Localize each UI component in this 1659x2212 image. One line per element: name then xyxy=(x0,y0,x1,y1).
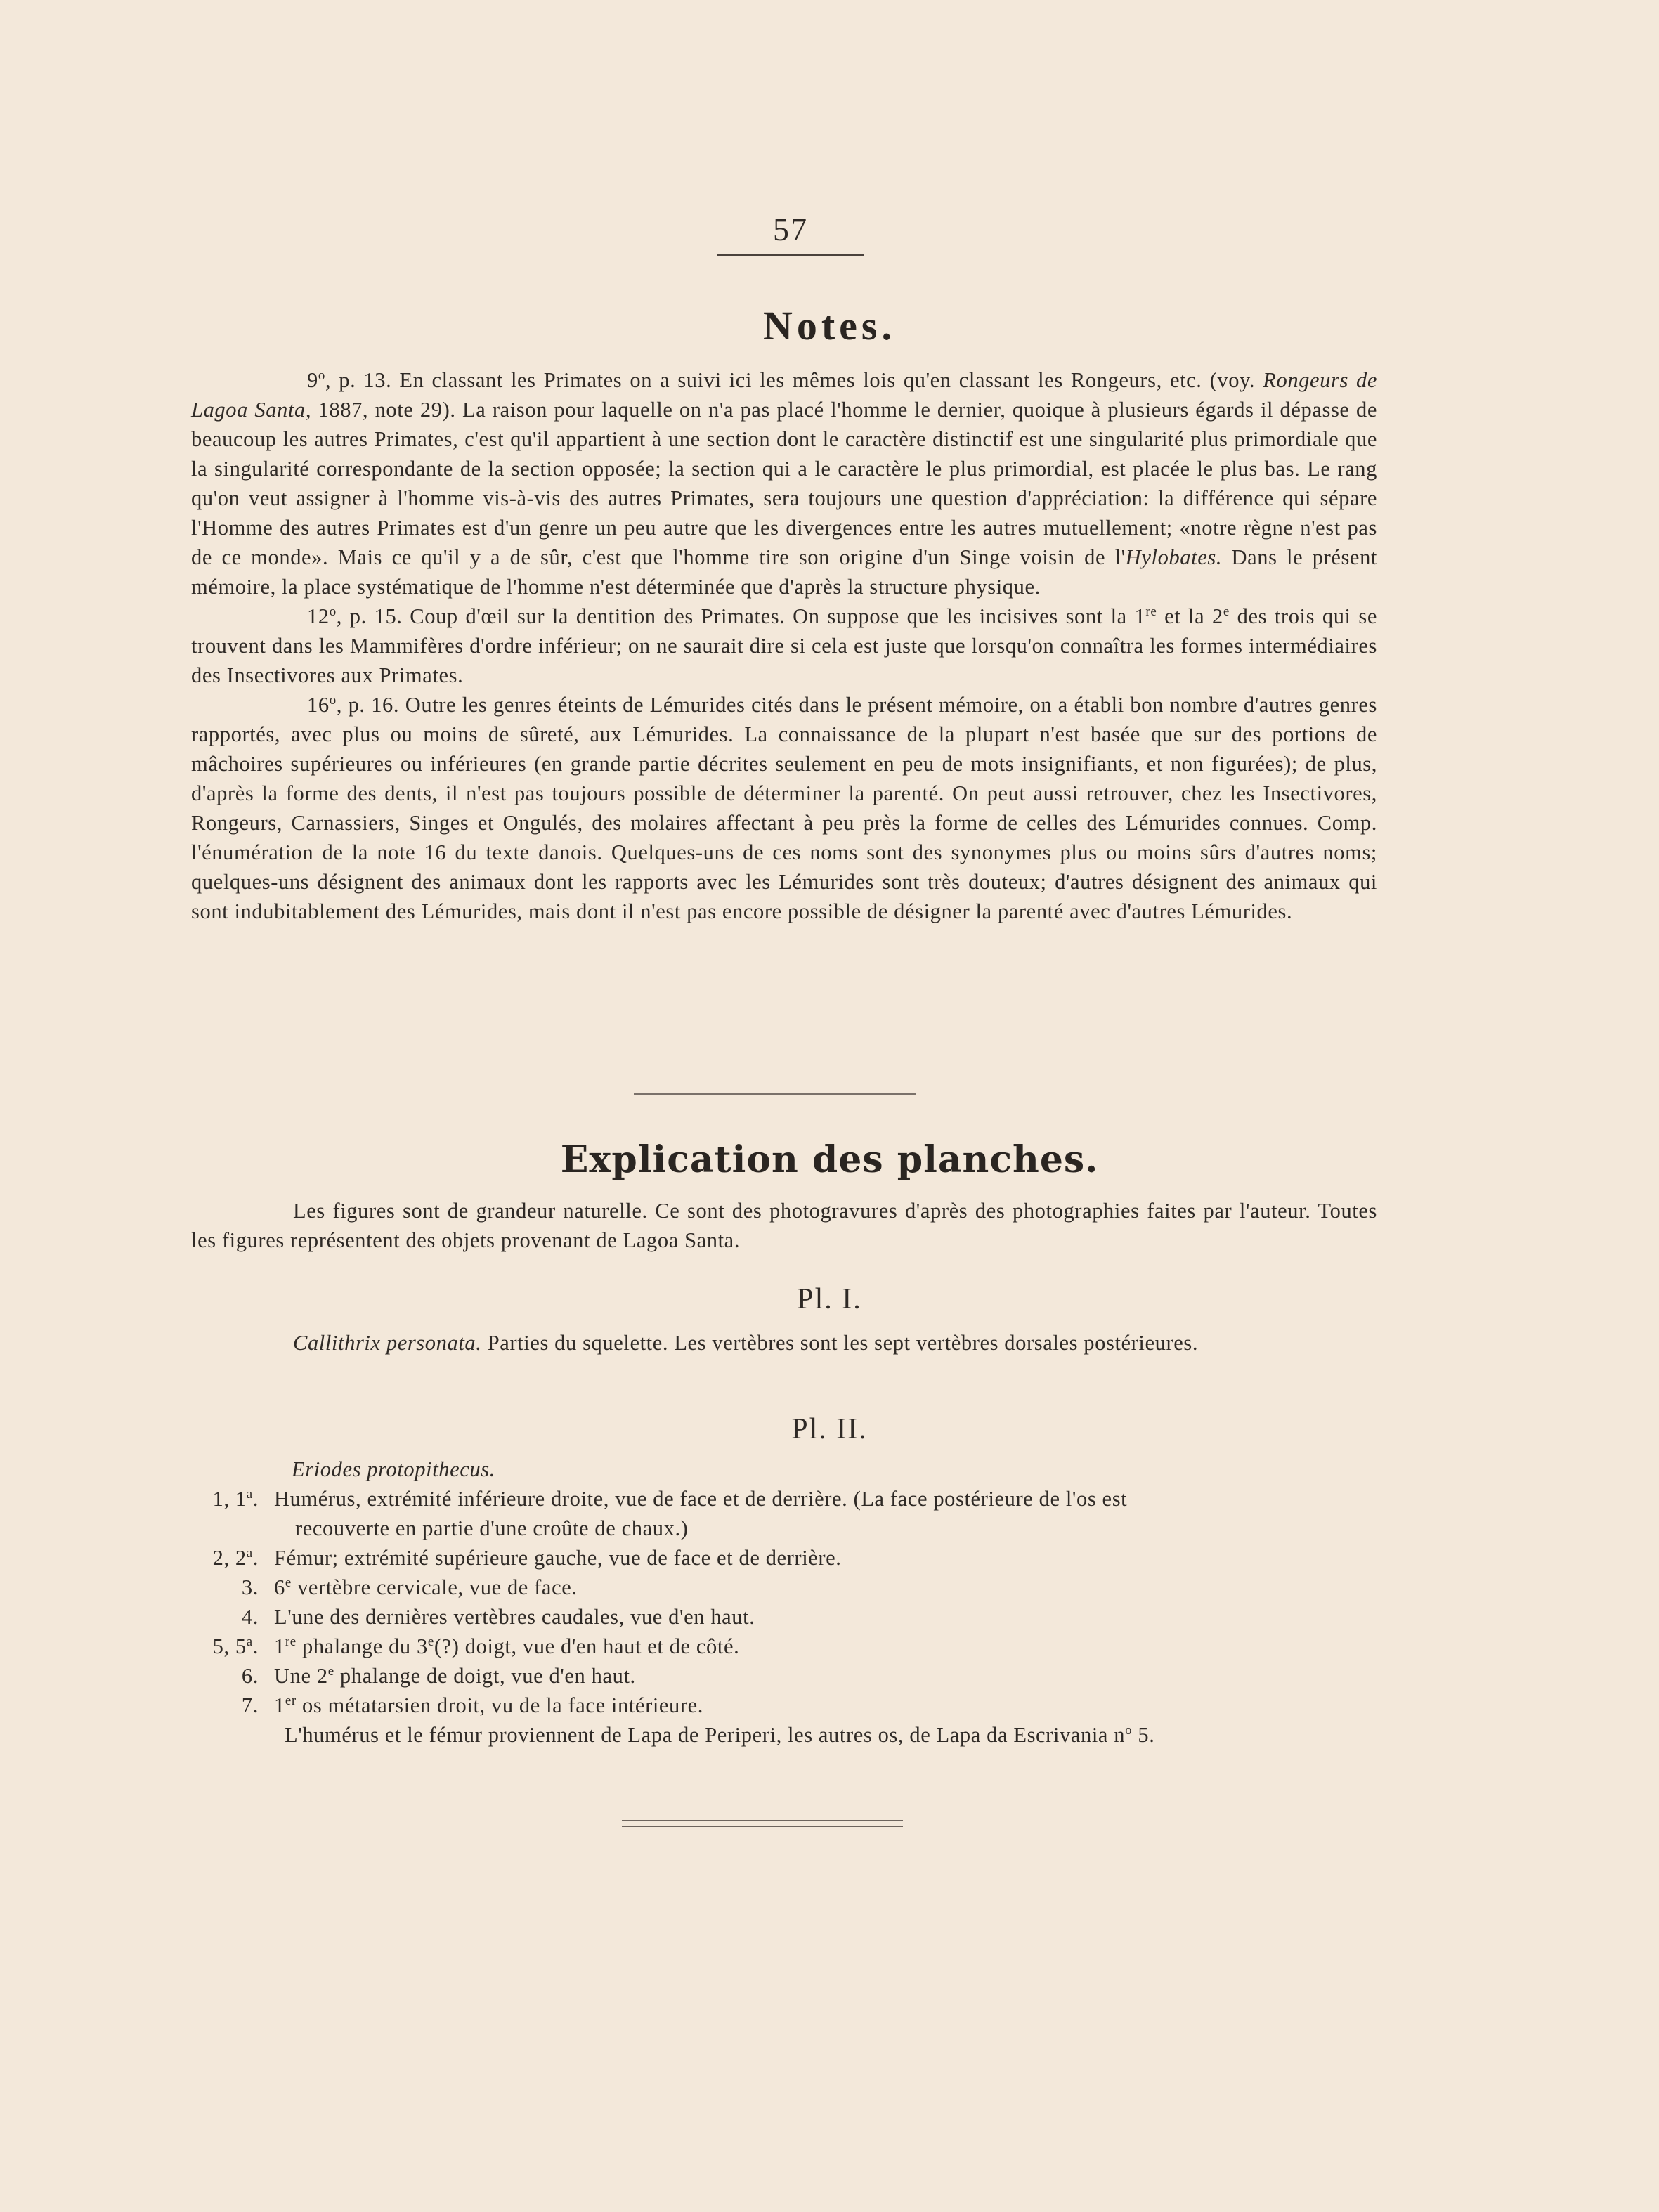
item-text: 1re phalange du 3e(?) doigt, vue d'en haut et de côté. xyxy=(274,1634,740,1658)
explication-intro xyxy=(191,1196,1377,1255)
list-item xyxy=(169,1573,1384,1602)
notes-title: Notes. xyxy=(762,303,896,349)
notes-body xyxy=(191,365,1377,926)
item-number: 5, 5$^a$. xyxy=(212,1634,259,1658)
section-divider xyxy=(634,1093,916,1095)
note-number-sup: o xyxy=(318,367,325,383)
note-number: 16 xyxy=(307,693,330,717)
item-text: L'une des dernières vertèbres caudales, vue d'en haut. xyxy=(274,1605,755,1629)
note-text: et la 2 xyxy=(1157,604,1223,628)
note-number: 12 xyxy=(307,604,330,628)
list-item xyxy=(169,1632,1384,1661)
plate2-species: Eriodes protopithecus. xyxy=(292,1457,495,1481)
list-item xyxy=(169,1602,1384,1632)
item-number: 2, 2$^a$. xyxy=(212,1545,259,1570)
note-text: des trois qui se trouvent dans les Mammifères d'ordre inférieur; on ne saurait dire si cela est juste que lorsqu'on connaîtra les formes intermédiaires des Insectivores aux Primates. xyxy=(191,604,1377,687)
item-text: 1er os métatarsien droit, vu de la face intérieure. xyxy=(274,1693,704,1717)
item-number: 7. xyxy=(241,1693,259,1717)
plate1-paragraph xyxy=(191,1328,1377,1358)
page-number: 57 xyxy=(773,212,808,247)
explication-title: Explication des planches. xyxy=(560,1138,1099,1181)
item-text: Fémur; extrémité supérieure gauche, vue de face et de derrière. xyxy=(274,1546,842,1570)
note-italic: Rongeurs de Lagoa Santa, xyxy=(191,368,1378,422)
note-number-sup: o xyxy=(329,604,337,619)
item-text: Une 2e phalange de doigt, vue d'en haut. xyxy=(274,1663,636,1688)
plate1-species: Callithrix personata. xyxy=(293,1331,482,1355)
list-item xyxy=(169,1661,1384,1691)
note-paragraph xyxy=(191,601,1377,690)
item-number: 1, 1$^a$. xyxy=(212,1486,259,1511)
plate2-footer: L'humérus et le fémur proviennent de Lapa de Periperi, les autres os, de Lapa da Escrivania $n^o$ 5. xyxy=(285,1722,1155,1747)
note-text: 1887, note 29). La raison pour laquelle on n'a pas placé l'homme le dernier, quoique à plusieurs égards il dépasse de beaucoup les autres Primates, c'est qu'il appartient à une section dont le caractère distinctif est une singularité plus primordiale que la singularité correspondante de la section opposée; la section qui a le caractère le plus primordial, est placée le plus bas. Le rang qu'on veut assigner à l'homme vis-à-vis des autres Primates, sera toujours une question d'appréciation: la différence qui sépare l'Homme des autres Primates est d'un genre un peu autre que les divergences entre les autres mutuellement; «notre règne n'est pas de ce monde». Mais ce qu'il y a de sûr, c'est que l'homme tire son origine d'un Singe voisin de l' xyxy=(191,398,1377,569)
note-paragraph xyxy=(191,365,1377,601)
note-number: 9 xyxy=(307,368,318,392)
note-text: , p. 15. Coup d'œil sur la dentition des Primates. On suppose que les incisives sont la 1 xyxy=(336,604,1146,628)
plate1-heading: Pl. I. xyxy=(797,1283,862,1315)
plate2-heading: Pl. II. xyxy=(791,1413,868,1445)
intro-text: Les figures sont de grandeur naturelle. Ce sont des photogravures d'après des photographies faites par l'auteur. Toutes les figures représentent des objets provenant de Lagoa Santa. xyxy=(191,1199,1377,1252)
item-number: 3. xyxy=(241,1575,259,1599)
item-text: 6e vertèbre cervicale, vue de face. xyxy=(274,1575,578,1599)
note-text: , p. 13. En classant les Primates on a suivi ici les mêmes lois qu'en classant les Rongeurs, etc. (voy. xyxy=(325,368,1263,392)
plate1-description: Parties du squelette. Les vertèbres sont les sept vertèbres dorsales postérieures. xyxy=(481,1331,1199,1355)
list-item xyxy=(169,1484,1384,1543)
item-number: 6. xyxy=(241,1664,259,1688)
plate2-list xyxy=(169,1455,1384,1750)
item-text: Humérus, extrémité inférieure droite, vue de face et de derrière. (La face postérieure de l'os est recouverte en partie d'une croûte de chaux.) xyxy=(274,1487,1128,1540)
note-sup: re xyxy=(1145,604,1157,619)
page-number-rule xyxy=(717,254,864,256)
note-sup: e xyxy=(1223,604,1230,619)
note-italic: Hylobates. xyxy=(1125,545,1223,569)
list-item xyxy=(169,1691,1384,1720)
plate1-text xyxy=(191,1328,1377,1358)
note-number-sup: o xyxy=(329,692,337,708)
note-paragraph xyxy=(191,690,1377,926)
note-text: Dans le présent mémoire, la place systématique de l'homme n'est déterminée que d'après la structure physique. xyxy=(191,545,1377,599)
list-item xyxy=(169,1543,1384,1573)
end-rule xyxy=(622,1820,903,1827)
item-number: 4. xyxy=(241,1605,259,1629)
note-text: , p. 16. Outre les genres éteints de Lémurides cités dans le présent mémoire, on a établi bon nombre d'autres genres rapportés, avec plus ou moins de sûreté, aux Lémurides. La connaissance de la plupart n'est basée que sur des portions de mâchoires supérieures ou inférieures (en grande partie décrites seulement en peu de mots insignifiants, et non figurées); de plus, d'après la forme des dents, il n'est pas toujours possible de déterminer la parenté. On peut aussi retrouver, chez les Insectivores, Rongeurs, Carnassiers, Singes et Ongulés, des molaires affectant à peu près la forme de celles des Lémurides connues. Comp. l'énumération de la note 16 du texte danois. Quelques-uns de ces noms sont des synonymes plus ou moins sûrs d'autres noms; quelques-uns désignent des animaux dont les rapports avec les Lémurides sont très douteux; d'autres désignent des animaux qui sont indubitablement des Lémurides, mais dont il n'est pas encore possible de désigner la parenté avec d'autres Lémurides. xyxy=(191,693,1377,923)
